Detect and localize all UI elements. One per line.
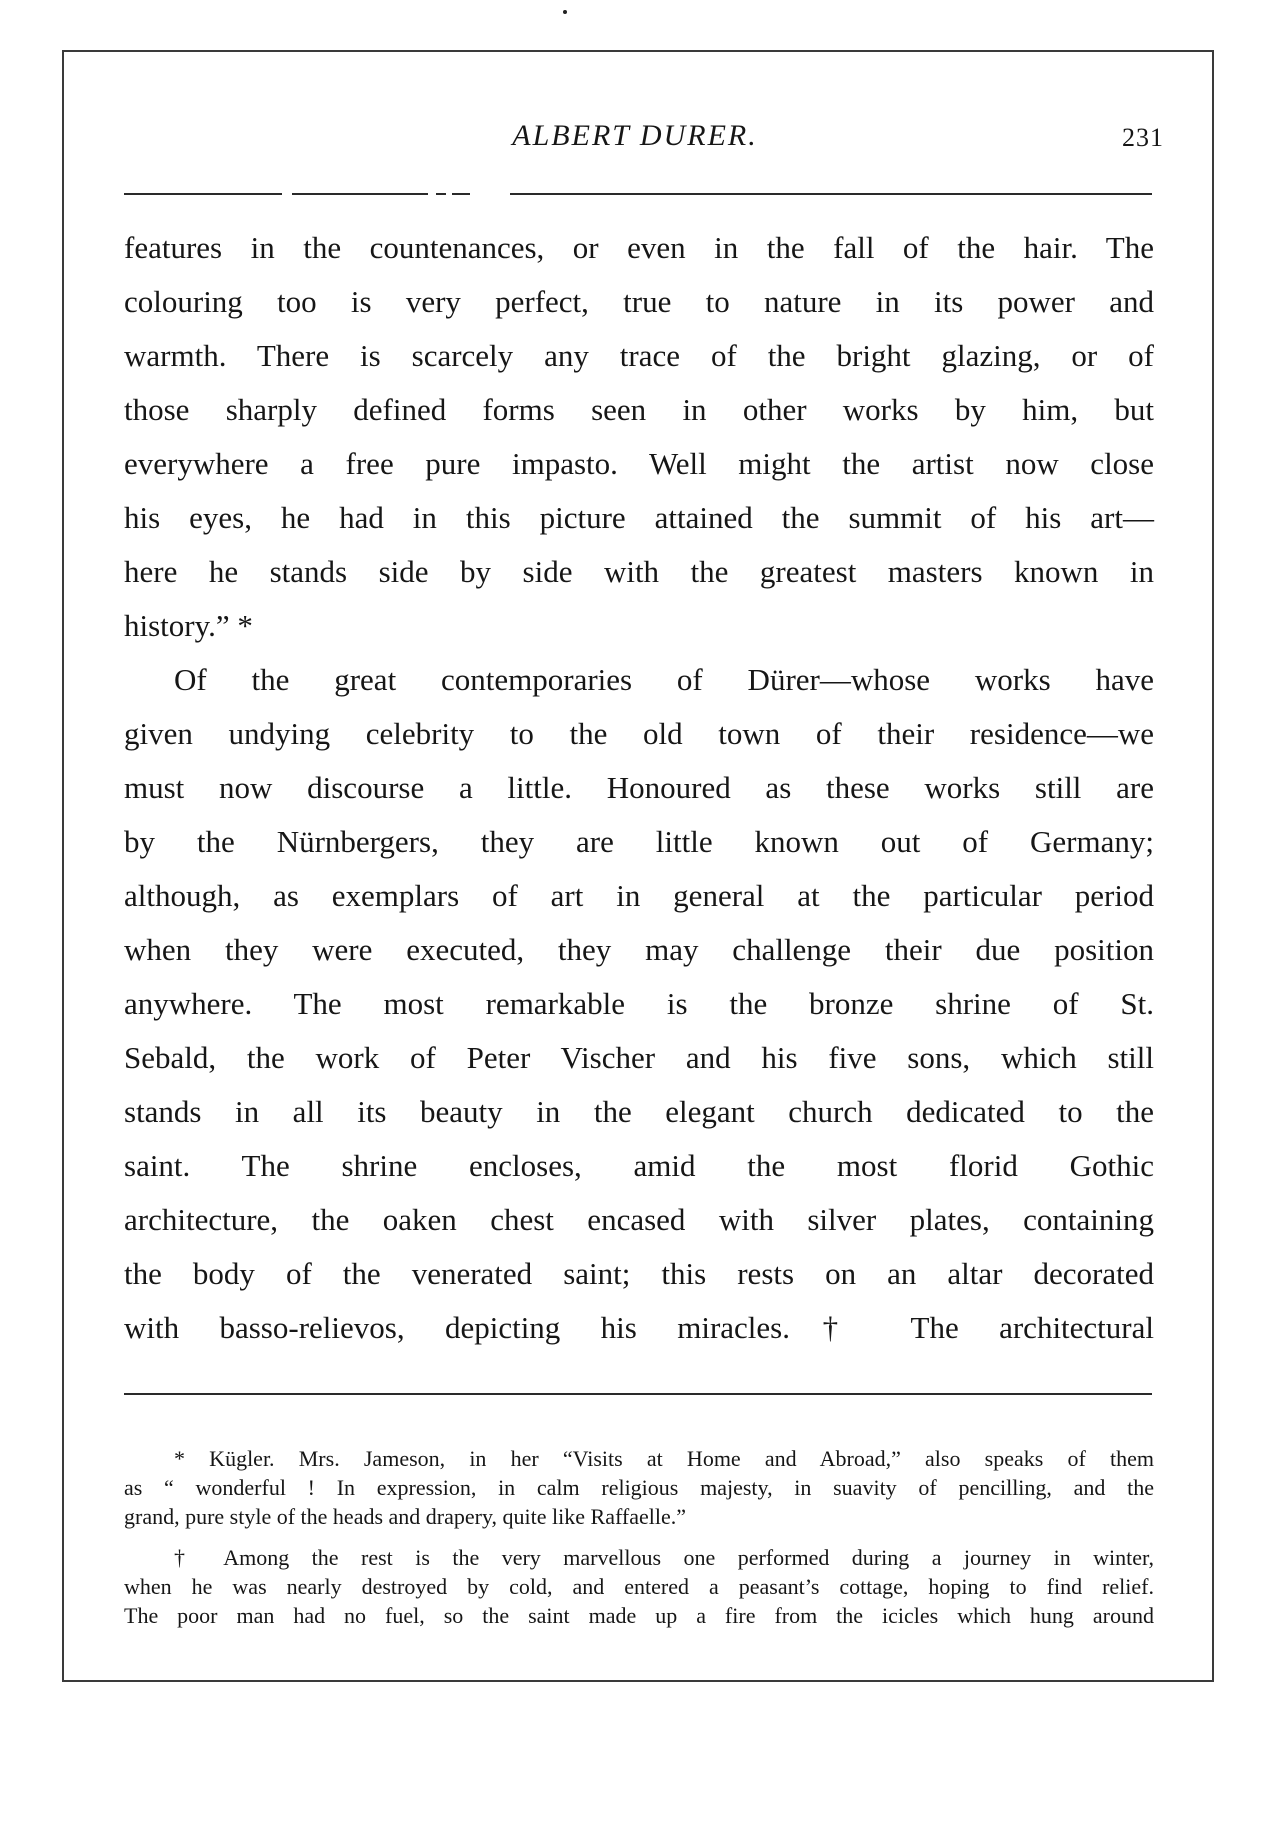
header-rule-break bbox=[428, 191, 436, 196]
running-title: ALBERT DURER. bbox=[512, 119, 758, 152]
body-line: everywhere a free pure impasto. Well might the artist now close bbox=[124, 446, 1154, 481]
body-line: saint. The shrine encloses, amid the most florid Gothic bbox=[124, 1148, 1154, 1183]
body-line: stands in all its beauty in the elegant church dedicated to the bbox=[124, 1094, 1154, 1129]
body-line: when they were executed, they may challenge their due position bbox=[124, 932, 1154, 967]
footnote-asterisk bbox=[124, 1444, 1154, 1531]
body-line: must now discourse a little. Honoured as these works still are bbox=[124, 770, 1154, 805]
footnote-dagger bbox=[124, 1543, 1154, 1630]
body-line: history.” * bbox=[124, 608, 253, 643]
body-text bbox=[124, 221, 1154, 1355]
header-rule bbox=[124, 193, 1152, 195]
body-line: warmth. There is scarcely any trace of the bright glazing, or of bbox=[124, 338, 1154, 373]
body-line: Sebald, the work of Peter Vischer and his five sons, which still bbox=[124, 1040, 1154, 1075]
body-line: here he stands side by side with the greatest masters known in bbox=[124, 554, 1154, 589]
footnote-line: * Kügler. Mrs. Jameson, in her “Visits at Home and Abroad,” also speaks of them bbox=[174, 1446, 1154, 1471]
footnote-line: when he was nearly destroyed by cold, and entered a peasant’s cottage, hoping to find relief. bbox=[124, 1574, 1154, 1599]
body-line: with basso-relievos, depicting his miracles.† The architectural bbox=[124, 1310, 1154, 1345]
body-line: given undying celebrity to the old town of their residence—we bbox=[124, 716, 1154, 751]
body-line: colouring too is very perfect, true to nature in its power and bbox=[124, 284, 1154, 319]
body-line: anywhere. The most remarkable is the bronze shrine of St. bbox=[124, 986, 1154, 1021]
header-rule-break bbox=[446, 191, 452, 196]
page-speck bbox=[563, 10, 567, 14]
body-line: those sharply defined forms seen in other works by him, but bbox=[124, 392, 1154, 427]
body-line: architecture, the oaken chest encased with silver plates, containing bbox=[124, 1202, 1154, 1237]
footnotes bbox=[124, 1444, 1154, 1630]
body-line: although, as exemplars of art in general at the particular period bbox=[124, 878, 1154, 913]
body-line: the body of the venerated saint; this rests on an altar decorated bbox=[124, 1256, 1154, 1291]
body-line: features in the countenances, or even in the fall of the hair. The bbox=[124, 230, 1154, 265]
footnote-rule bbox=[124, 1393, 1152, 1395]
body-line: his eyes, he had in this picture attained the summit of his art— bbox=[124, 500, 1154, 535]
page-number: 231 bbox=[1122, 123, 1164, 152]
body-line: Of the great contemporaries of Dürer—whose works have bbox=[174, 662, 1154, 697]
footnote-line: The poor man had no fuel, so the saint made up a fire from the icicles which hung around bbox=[124, 1603, 1154, 1628]
footnote-line: as “ wonderful ! In expression, in calm religious majesty, in suavity of pencilling, and the bbox=[124, 1475, 1154, 1500]
footnote-line: † Among the rest is the very marvellous one performed during a journey in winter, bbox=[174, 1545, 1154, 1570]
header-rule-break bbox=[282, 191, 292, 196]
footnote-line: grand, pure style of the heads and drapery, quite like Raffaelle.” bbox=[124, 1504, 686, 1529]
body-line: by the Nürnbergers, they are little known out of Germany; bbox=[124, 824, 1154, 859]
header-rule-break bbox=[470, 191, 510, 196]
